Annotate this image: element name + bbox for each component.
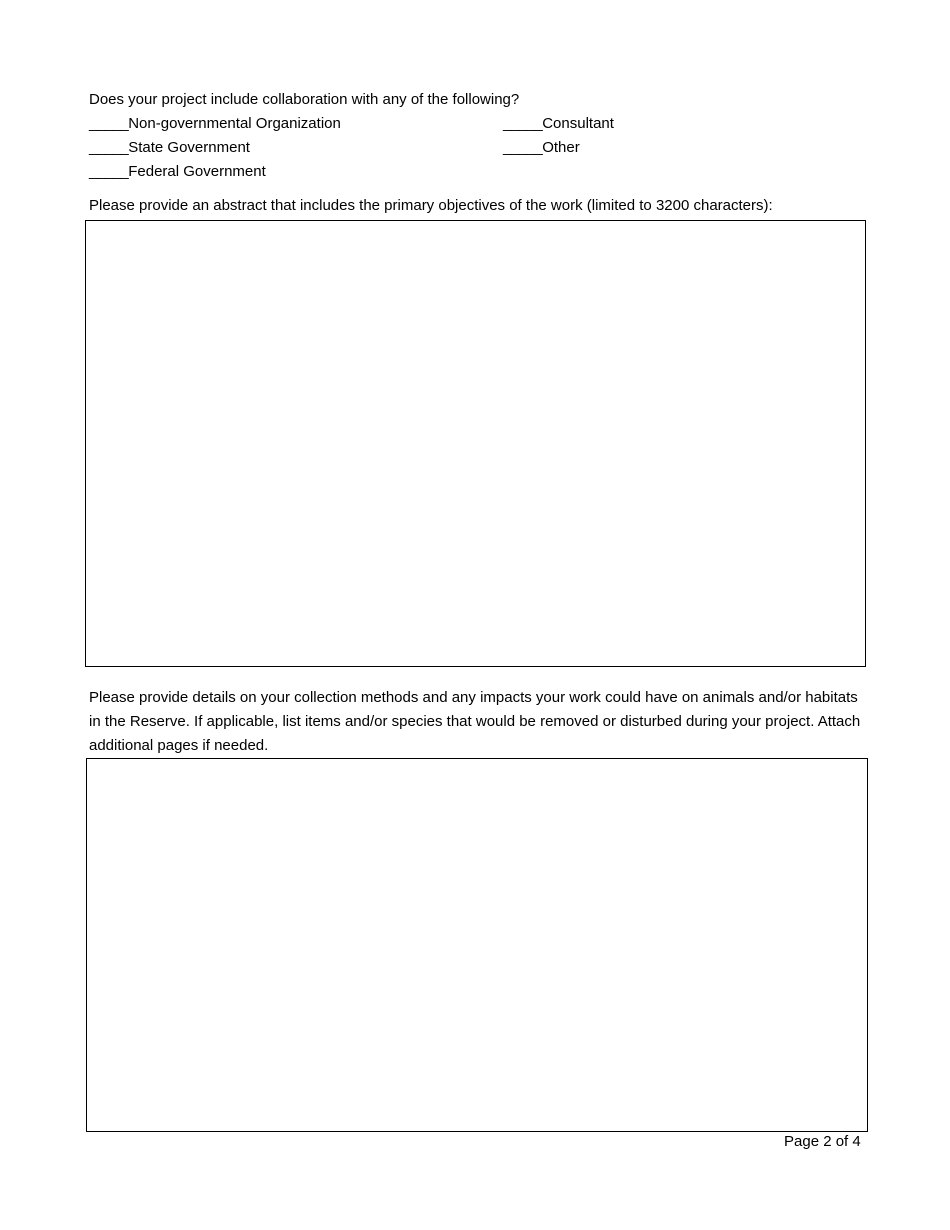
option-federal-government[interactable] (89, 162, 266, 182)
methods-text-box[interactable] (86, 758, 868, 1132)
page-number: Page 2 of 4 (784, 1133, 861, 1150)
option-label: Consultant (542, 115, 614, 132)
option-other[interactable] (503, 138, 580, 158)
option-consultant[interactable] (503, 114, 614, 134)
option-ngo[interactable] (89, 114, 341, 134)
checkbox-blank[interactable]: _____ (89, 163, 129, 180)
checkbox-blank[interactable]: _____ (503, 139, 543, 156)
option-label: Non-governmental Organization (128, 115, 341, 132)
option-label: State Government (128, 139, 250, 156)
checkbox-blank[interactable]: _____ (503, 115, 543, 132)
checkbox-blank[interactable]: _____ (89, 115, 129, 132)
collaboration-question: Does your project include collaboration with any of the following? (89, 91, 520, 108)
option-label: Federal Government (128, 163, 266, 180)
abstract-text-box[interactable] (85, 220, 866, 667)
methods-prompt: Please provide details on your collection methods and any impacts your work could have on animals and/or habitats in the Reserve. If applicable, list items and/or species that would be removed or disturbed during your project. Attach additional pages if needed. (89, 689, 861, 754)
option-label: Other (542, 139, 580, 156)
abstract-prompt: Please provide an abstract that includes the primary objectives of the work (limited to 3200 characters): (89, 197, 773, 214)
checkbox-blank[interactable]: _____ (89, 139, 129, 156)
option-state-government[interactable] (89, 138, 250, 158)
